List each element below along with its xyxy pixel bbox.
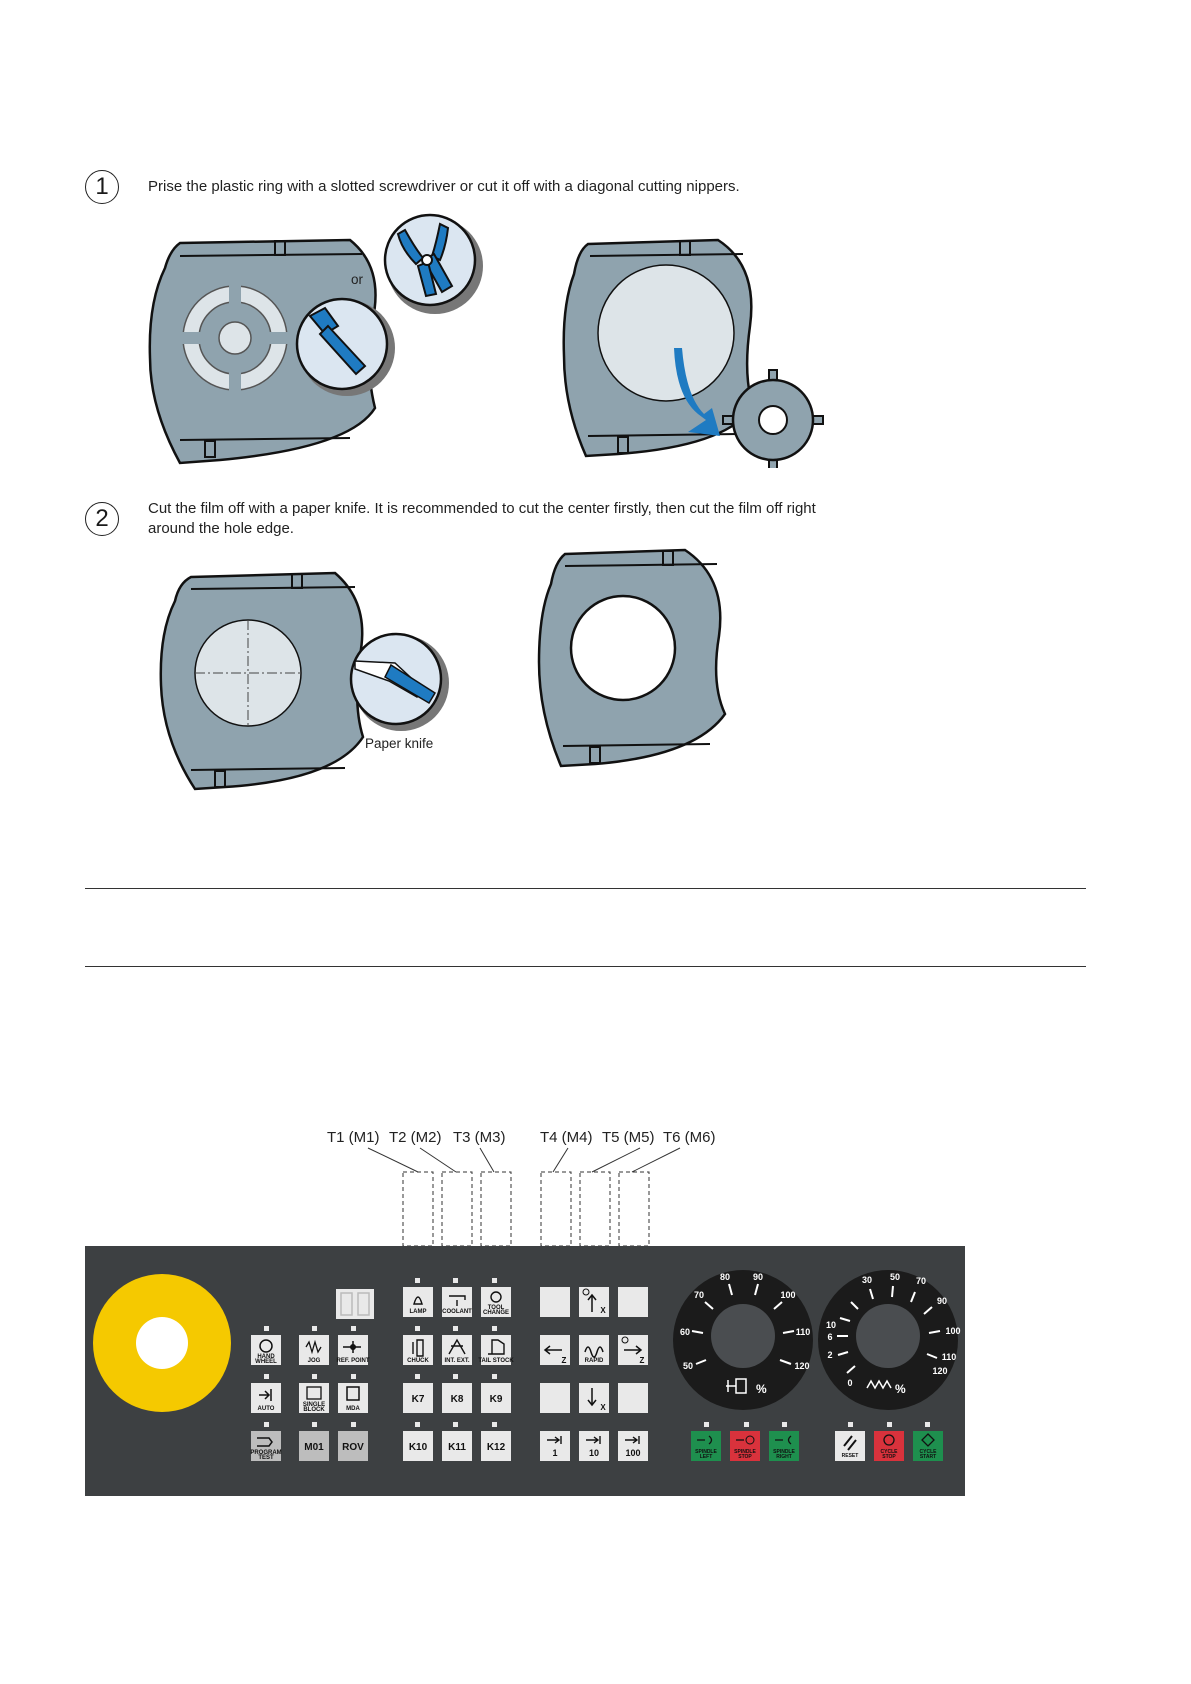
spindle-stop-label-2: STOP — [738, 1454, 752, 1460]
divider-top — [85, 888, 1086, 889]
int-ext-label: INT. EXT. — [444, 1358, 470, 1364]
single-block-label-1: SINGLE — [302, 1402, 326, 1408]
step-1-text: Prise the plastic ring with a slotted screwdriver or cut it off with a diagonal cutting nippers. — [148, 178, 740, 195]
ref-point-label: REF. POINT — [336, 1358, 370, 1364]
program-test-label-1: PROGRAM — [250, 1450, 282, 1456]
paper-knife-label: Paper knife — [365, 736, 434, 751]
tool-label-t2: T2 (M2) — [389, 1129, 442, 1146]
step-2-number: 2 — [85, 502, 119, 536]
coolant-key[interactable] — [442, 1287, 472, 1317]
x-minus-key[interactable] — [579, 1383, 609, 1413]
blank-key-3[interactable] — [540, 1383, 570, 1413]
feed-tick-100: 100 — [945, 1326, 961, 1336]
k9-label: K9 — [489, 1394, 503, 1405]
blank-key-4[interactable] — [618, 1383, 648, 1413]
tool-change-label-1: TOOL — [487, 1305, 505, 1311]
spindle-tick-120: 120 — [794, 1361, 810, 1371]
feed-tick-30: 30 — [861, 1275, 873, 1285]
blank-key-2[interactable] — [618, 1287, 648, 1317]
spindle-left-label-2: LEFT — [699, 1454, 713, 1460]
tool-label-t4: T4 (M4) — [540, 1129, 593, 1146]
program-test-key[interactable] — [250, 1431, 281, 1461]
k12-key[interactable] — [481, 1431, 511, 1461]
feed-tick-90: 90 — [936, 1296, 948, 1306]
figure-ring-removal-tools — [140, 208, 500, 473]
spindle-left-label-1: SPINDLE — [695, 1449, 717, 1455]
tool-change-label-2: CHANGE — [482, 1310, 510, 1316]
single-block-key[interactable] — [299, 1383, 329, 1413]
tool-slot-outlines — [0, 1140, 1191, 1250]
machine-control-panel — [85, 1246, 965, 1496]
x-minus-label: X — [600, 1403, 606, 1412]
feed-tick-70: 70 — [915, 1276, 927, 1286]
k7-label: K7 — [411, 1394, 425, 1405]
increment-100-label: 100 — [625, 1448, 641, 1458]
ref-point-key[interactable] — [336, 1335, 369, 1365]
cycle-start-label-2: START — [919, 1454, 937, 1460]
spindle-tick-100: 100 — [780, 1290, 796, 1300]
cycle-stop-key[interactable] — [874, 1431, 904, 1461]
step-2-text-line1: Cut the film off with a paper knife. It is recommended to cut the center firstly, then cut the film off right — [148, 500, 816, 517]
tail-stock-label: TAIL STOCK — [478, 1358, 514, 1364]
cycle-stop-label-2: STOP — [882, 1454, 896, 1460]
k9-key[interactable] — [481, 1383, 511, 1413]
k8-label: K8 — [450, 1394, 464, 1405]
spindle-dial-unit: % — [756, 1382, 767, 1396]
x-plus-key[interactable] — [579, 1287, 609, 1317]
paper-knife-icon — [351, 634, 449, 731]
feed-dial-unit: % — [895, 1382, 906, 1396]
tool-change-key[interactable] — [481, 1287, 511, 1317]
jog-key[interactable] — [299, 1335, 329, 1365]
feed-tick-0: 0 — [847, 1378, 853, 1388]
rov-label: ROV — [342, 1442, 364, 1453]
spindle-right-label-1: SPINDLE — [773, 1449, 795, 1455]
spindle-left-key[interactable] — [691, 1431, 721, 1461]
blank-key-1[interactable] — [540, 1287, 570, 1317]
reset-key[interactable] — [835, 1431, 865, 1461]
tool-label-t1: T1 (M1) — [327, 1129, 380, 1146]
handwheel-label-1: HAND — [257, 1354, 275, 1360]
k10-label: K10 — [408, 1442, 428, 1453]
handwheel-key[interactable] — [251, 1335, 281, 1365]
increment-10-key[interactable] — [579, 1431, 609, 1461]
z-minus-key[interactable] — [540, 1335, 570, 1365]
spindle-override-dial[interactable] — [673, 1270, 813, 1410]
k12-label: K12 — [486, 1442, 506, 1453]
x-plus-label: X — [600, 1306, 606, 1315]
coolant-label: COOLANT — [442, 1309, 472, 1315]
feed-tick-6: 6 — [827, 1332, 833, 1342]
feed-tick-110: 110 — [941, 1352, 957, 1362]
increment-100-key[interactable] — [618, 1431, 648, 1461]
figure-film-cutting — [155, 565, 455, 797]
figure-hole-finished — [535, 544, 745, 776]
nippers-icon — [385, 215, 483, 314]
tool-label-t5: T5 (M5) — [602, 1129, 655, 1146]
mda-key[interactable] — [338, 1383, 368, 1413]
auto-label: AUTO — [257, 1406, 275, 1412]
m01-key[interactable] — [299, 1431, 329, 1461]
spindle-tick-60: 60 — [679, 1327, 691, 1337]
increment-1-label: 1 — [552, 1448, 558, 1458]
step-1-number: 1 — [85, 170, 119, 204]
int-ext-key[interactable] — [442, 1335, 472, 1365]
increment-10-label: 10 — [588, 1448, 600, 1458]
k11-key[interactable] — [442, 1431, 472, 1461]
z-minus-label: Z — [561, 1356, 567, 1365]
increment-1-key[interactable] — [540, 1431, 570, 1461]
handwheel-label-2: WHEEL — [255, 1359, 277, 1365]
auto-key[interactable] — [251, 1383, 281, 1413]
cycle-start-key[interactable] — [913, 1431, 943, 1461]
k7-key[interactable] — [403, 1383, 433, 1413]
spindle-tick-80: 80 — [719, 1272, 731, 1282]
mda-label: MDA — [346, 1406, 360, 1412]
m01-label: M01 — [304, 1442, 324, 1453]
spindle-right-key[interactable] — [769, 1431, 799, 1461]
tool-label-t3: T3 (M3) — [453, 1129, 506, 1146]
or-label: or — [351, 272, 364, 287]
k10-key[interactable] — [403, 1431, 433, 1461]
reset-label: RESET — [841, 1453, 859, 1459]
figure-ring-removed — [558, 236, 838, 468]
feed-tick-120: 120 — [932, 1366, 948, 1376]
rov-key[interactable] — [338, 1431, 368, 1461]
emergency-stop-center — [136, 1317, 188, 1369]
spindle-tick-90: 90 — [752, 1272, 764, 1282]
k8-key[interactable] — [442, 1383, 472, 1413]
cycle-start-label-1: CYCLE — [919, 1449, 937, 1455]
program-test-label-2: TEST — [258, 1455, 274, 1461]
z-plus-label: Z — [639, 1356, 645, 1365]
spindle-tick-50: 50 — [682, 1361, 694, 1371]
feed-tick-2: 2 — [827, 1350, 833, 1360]
spindle-tick-110: 110 — [795, 1327, 811, 1337]
chuck-label: CHUCK — [407, 1358, 429, 1364]
lamp-key[interactable] — [403, 1287, 433, 1317]
lamp-label: LAMP — [409, 1309, 427, 1315]
k11-label: K11 — [448, 1442, 466, 1453]
rapid-key[interactable] — [579, 1335, 609, 1365]
spindle-stop-key[interactable] — [730, 1431, 760, 1461]
divider-bottom — [85, 966, 1086, 967]
tool-label-t6: T6 (M6) — [663, 1129, 716, 1146]
chuck-key[interactable] — [403, 1335, 433, 1365]
rapid-label: RAPID — [584, 1358, 604, 1364]
spindle-tick-70: 70 — [693, 1290, 705, 1300]
single-block-label-2: BLOCK — [303, 1407, 325, 1413]
cycle-stop-label-1: CYCLE — [880, 1449, 898, 1455]
jog-label: JOG — [307, 1358, 321, 1364]
step-2-text-line2: around the hole edge. — [148, 520, 294, 537]
spindle-stop-label-1: SPINDLE — [734, 1449, 756, 1455]
tail-stock-key[interactable] — [478, 1335, 514, 1365]
spindle-right-label-2: RIGHT — [776, 1454, 792, 1460]
feed-tick-10: 10 — [825, 1320, 837, 1330]
z-plus-key[interactable] — [618, 1335, 648, 1365]
feed-tick-50: 50 — [889, 1272, 901, 1282]
